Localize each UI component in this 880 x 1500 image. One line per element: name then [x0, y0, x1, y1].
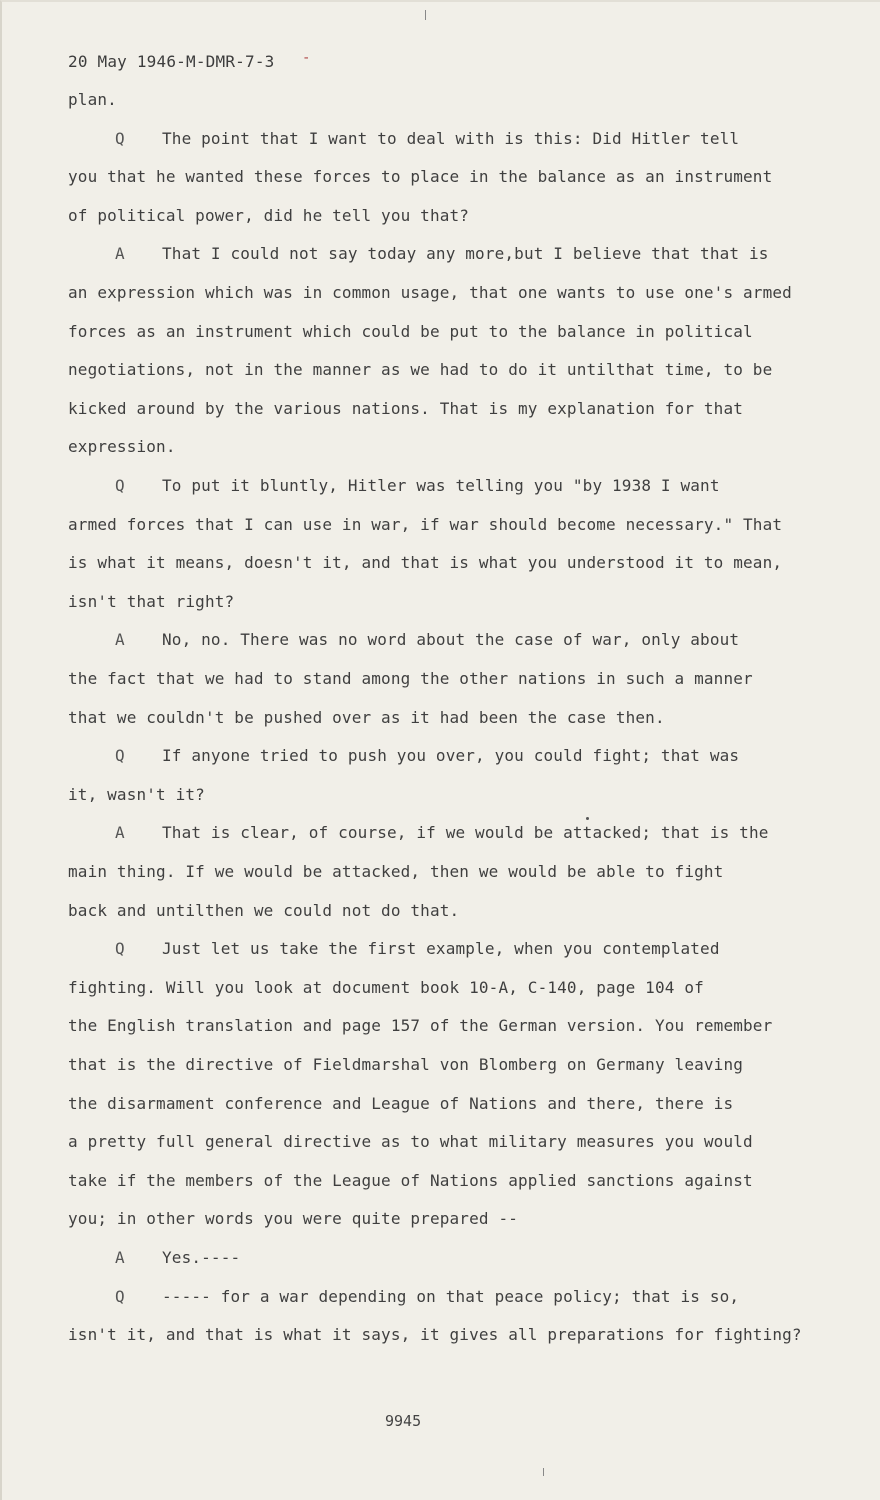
- text-line: Yes.----: [162, 1248, 241, 1267]
- text-line: back and untilthen we could not do that.: [68, 900, 460, 920]
- text-line: Just let us take the first example, when you contemplated: [162, 939, 720, 959]
- speaker-label: A: [115, 244, 125, 264]
- speaker-label: Q: [115, 1286, 125, 1306]
- text-line: you that he wanted these forces to place in the balance as an instrument: [68, 167, 773, 187]
- text-line: you; in other words you were quite prepared --: [68, 1209, 519, 1229]
- speaker-label: Q: [115, 476, 125, 495]
- text-line: plan.: [68, 90, 117, 109]
- text-line: That I could not say today any more,but I believe that that is: [162, 244, 769, 264]
- text-line: forces as an instrument which could be put to the balance in political: [68, 321, 753, 341]
- speaker-label: A: [115, 823, 125, 843]
- text-line: That is clear, of course, if we would be attacked; that is the: [162, 823, 769, 843]
- text-line: main thing. If we would be attacked, then we would be able to fight: [68, 862, 724, 881]
- text-line: ----- for a war depending on that peace policy; that is so,: [162, 1286, 740, 1306]
- text-line: isn't that right?: [68, 591, 235, 611]
- page-number: 9945: [385, 1412, 422, 1430]
- speaker-label: A: [115, 1248, 125, 1267]
- speaker-label: Q: [115, 939, 125, 959]
- text-line: The point that I want to deal with is this: Did Hitler tell: [162, 128, 740, 148]
- margin-mark: -: [302, 50, 311, 66]
- speaker-label: Q: [115, 746, 125, 766]
- ink-dot: [586, 817, 589, 820]
- text-line: that we couldn't be pushed over as it had been the case then.: [68, 707, 665, 727]
- text-line: fighting. Will you look at document book 10-A, C-140, page 104 of: [68, 977, 704, 997]
- speaker-label: A: [115, 630, 125, 650]
- text-line: take if the members of the League of Nations applied sanctions against: [68, 1170, 753, 1190]
- text-line: kicked around by the various nations. That is my explanation for that: [68, 398, 744, 418]
- text-line: the fact that we had to stand among the other nations in such a manner: [68, 669, 753, 688]
- text-line: an expression which was in common usage, that one wants to use one's armed: [68, 283, 792, 302]
- text-line: it, wasn't it?: [68, 784, 205, 804]
- text-line: To put it bluntly, Hitler was telling you "by 1938 I want: [162, 476, 720, 495]
- paper-mark: [543, 1468, 544, 1476]
- text-line: expression.: [68, 437, 176, 457]
- text-line: the disarmament conference and League of Nations and there, there is: [68, 1093, 734, 1113]
- text-line: armed forces that I can use in war, if war should become necessary." That: [68, 514, 783, 534]
- text-line: a pretty full general directive as to what military measures you would: [68, 1132, 753, 1152]
- speaker-label: Q: [115, 128, 125, 148]
- text-line: the English translation and page 157 of the German version. You remember: [68, 1016, 773, 1036]
- text-line: of political power, did he tell you that?: [68, 205, 470, 225]
- text-line: is what it means, doesn't it, and that is what you understood it to mean,: [68, 553, 783, 573]
- paper-mark: [425, 10, 426, 20]
- text-line: If anyone tried to push you over, you could fight; that was: [162, 746, 740, 766]
- text-line: isn't it, and that is what it says, it gives all preparations for fighting?: [68, 1325, 802, 1345]
- text-line: that is the directive of Fieldmarshal von Blomberg on Germany leaving: [68, 1055, 744, 1074]
- text-line: No, no. There was no word about the case of war, only about: [162, 630, 740, 650]
- text-line: negotiations, not in the manner as we had to do it untilthat time, to be: [68, 360, 773, 380]
- document-reference: 20 May 1946-M-DMR-7-3: [68, 52, 275, 71]
